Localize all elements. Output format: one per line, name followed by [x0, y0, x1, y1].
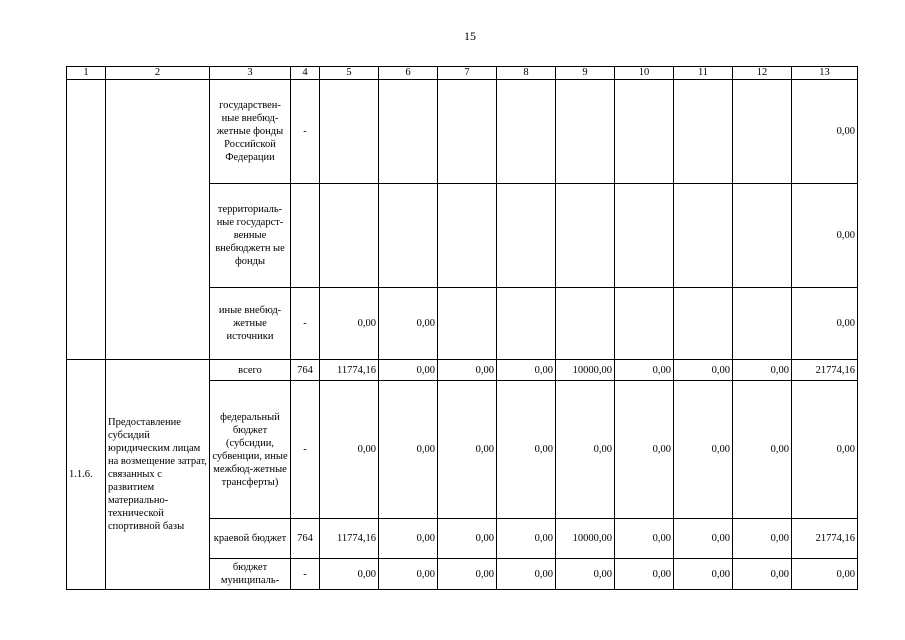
value-cell — [556, 80, 615, 184]
value-cell: 0,00 — [320, 381, 379, 519]
value-cell — [733, 288, 792, 360]
value-cell — [556, 288, 615, 360]
funding-source: краевой бюджет — [210, 519, 291, 559]
table-header-row — [67, 67, 858, 80]
value-cell: 0,00 — [379, 288, 438, 360]
value-cell: 0,00 — [379, 559, 438, 590]
column-header: 11 — [674, 67, 733, 80]
value-cell — [674, 80, 733, 184]
column-header: 5 — [320, 67, 379, 80]
value-cell: 0,00 — [674, 381, 733, 519]
value-cell — [497, 184, 556, 288]
value-cell — [674, 184, 733, 288]
total-cell: 0,00 — [792, 184, 858, 288]
value-cell — [379, 80, 438, 184]
value-cell — [497, 80, 556, 184]
measure-name-cell: Предоставление субсидий юридическим лицам на возмещение затрат, связанных с развитием материально-технической спортивной базы — [106, 360, 210, 590]
value-cell: 0,00 — [497, 360, 556, 381]
value-cell: 0,00 — [615, 559, 674, 590]
column-header: 7 — [438, 67, 497, 80]
code-cell: 764 — [291, 360, 320, 381]
value-cell — [615, 184, 674, 288]
total-cell: 0,00 — [792, 80, 858, 184]
funding-source: государствен-ные внебюд-жетные фонды Российской Федерации — [210, 80, 291, 184]
value-cell: 0,00 — [733, 360, 792, 381]
value-cell: 0,00 — [733, 559, 792, 590]
column-header: 6 — [379, 67, 438, 80]
value-cell: 0,00 — [497, 559, 556, 590]
column-header: 10 — [615, 67, 674, 80]
value-cell — [733, 80, 792, 184]
measure-name-cell — [106, 80, 210, 360]
column-header: 13 — [792, 67, 858, 80]
value-cell: 11774,16 — [320, 519, 379, 559]
value-cell — [379, 184, 438, 288]
value-cell — [438, 184, 497, 288]
total-cell: 0,00 — [792, 381, 858, 519]
value-cell: 0,00 — [497, 519, 556, 559]
value-cell — [438, 80, 497, 184]
row-number-cell: 1.1.6. — [67, 360, 106, 590]
value-cell: 11774,16 — [320, 360, 379, 381]
value-cell: 0,00 — [438, 519, 497, 559]
value-cell — [615, 288, 674, 360]
total-cell: 0,00 — [792, 288, 858, 360]
value-cell: 10000,00 — [556, 519, 615, 559]
value-cell: 0,00 — [379, 381, 438, 519]
budget-table — [66, 66, 858, 590]
value-cell — [497, 288, 556, 360]
value-cell: 0,00 — [379, 519, 438, 559]
table-row — [67, 360, 858, 381]
code-cell: - — [291, 559, 320, 590]
value-cell: 0,00 — [733, 519, 792, 559]
column-header: 4 — [291, 67, 320, 80]
funding-source: иные внебюд-жетные источники — [210, 288, 291, 360]
total-cell: 0,00 — [792, 559, 858, 590]
value-cell — [733, 184, 792, 288]
value-cell — [556, 184, 615, 288]
value-cell — [320, 80, 379, 184]
funding-source: федеральный бюджет (субсидии, субвенции, иные межбюд-жетные трансферты) — [210, 381, 291, 519]
page-number: 15 — [464, 29, 476, 43]
code-cell: - — [291, 381, 320, 519]
value-cell: 0,00 — [615, 519, 674, 559]
total-cell: 21774,16 — [792, 360, 858, 381]
value-cell — [320, 184, 379, 288]
value-cell — [674, 288, 733, 360]
funding-source: территориаль-ные государст-венные внебюджетн ые фонды — [210, 184, 291, 288]
value-cell: 0,00 — [556, 559, 615, 590]
value-cell: 0,00 — [556, 381, 615, 519]
column-header: 2 — [106, 67, 210, 80]
value-cell: 0,00 — [497, 381, 556, 519]
value-cell: 0,00 — [674, 559, 733, 590]
value-cell: 0,00 — [674, 519, 733, 559]
row-number-cell — [67, 80, 106, 360]
funding-source: всего — [210, 360, 291, 381]
value-cell: 0,00 — [379, 360, 438, 381]
value-cell: 0,00 — [438, 360, 497, 381]
value-cell: 0,00 — [320, 288, 379, 360]
column-header: 12 — [733, 67, 792, 80]
code-cell: 764 — [291, 519, 320, 559]
value-cell: 0,00 — [438, 381, 497, 519]
funding-source: бюджет муниципаль- — [210, 559, 291, 590]
column-header: 8 — [497, 67, 556, 80]
value-cell: 0,00 — [674, 360, 733, 381]
value-cell — [615, 80, 674, 184]
code-cell — [291, 184, 320, 288]
column-header: 3 — [210, 67, 291, 80]
value-cell: 0,00 — [320, 559, 379, 590]
value-cell: 0,00 — [615, 360, 674, 381]
table-row — [67, 80, 858, 184]
code-cell: - — [291, 80, 320, 184]
value-cell: 0,00 — [615, 381, 674, 519]
column-header: 9 — [556, 67, 615, 80]
value-cell: 10000,00 — [556, 360, 615, 381]
value-cell — [438, 288, 497, 360]
code-cell: - — [291, 288, 320, 360]
column-header: 1 — [67, 67, 106, 80]
value-cell: 0,00 — [733, 381, 792, 519]
value-cell: 0,00 — [438, 559, 497, 590]
total-cell: 21774,16 — [792, 519, 858, 559]
